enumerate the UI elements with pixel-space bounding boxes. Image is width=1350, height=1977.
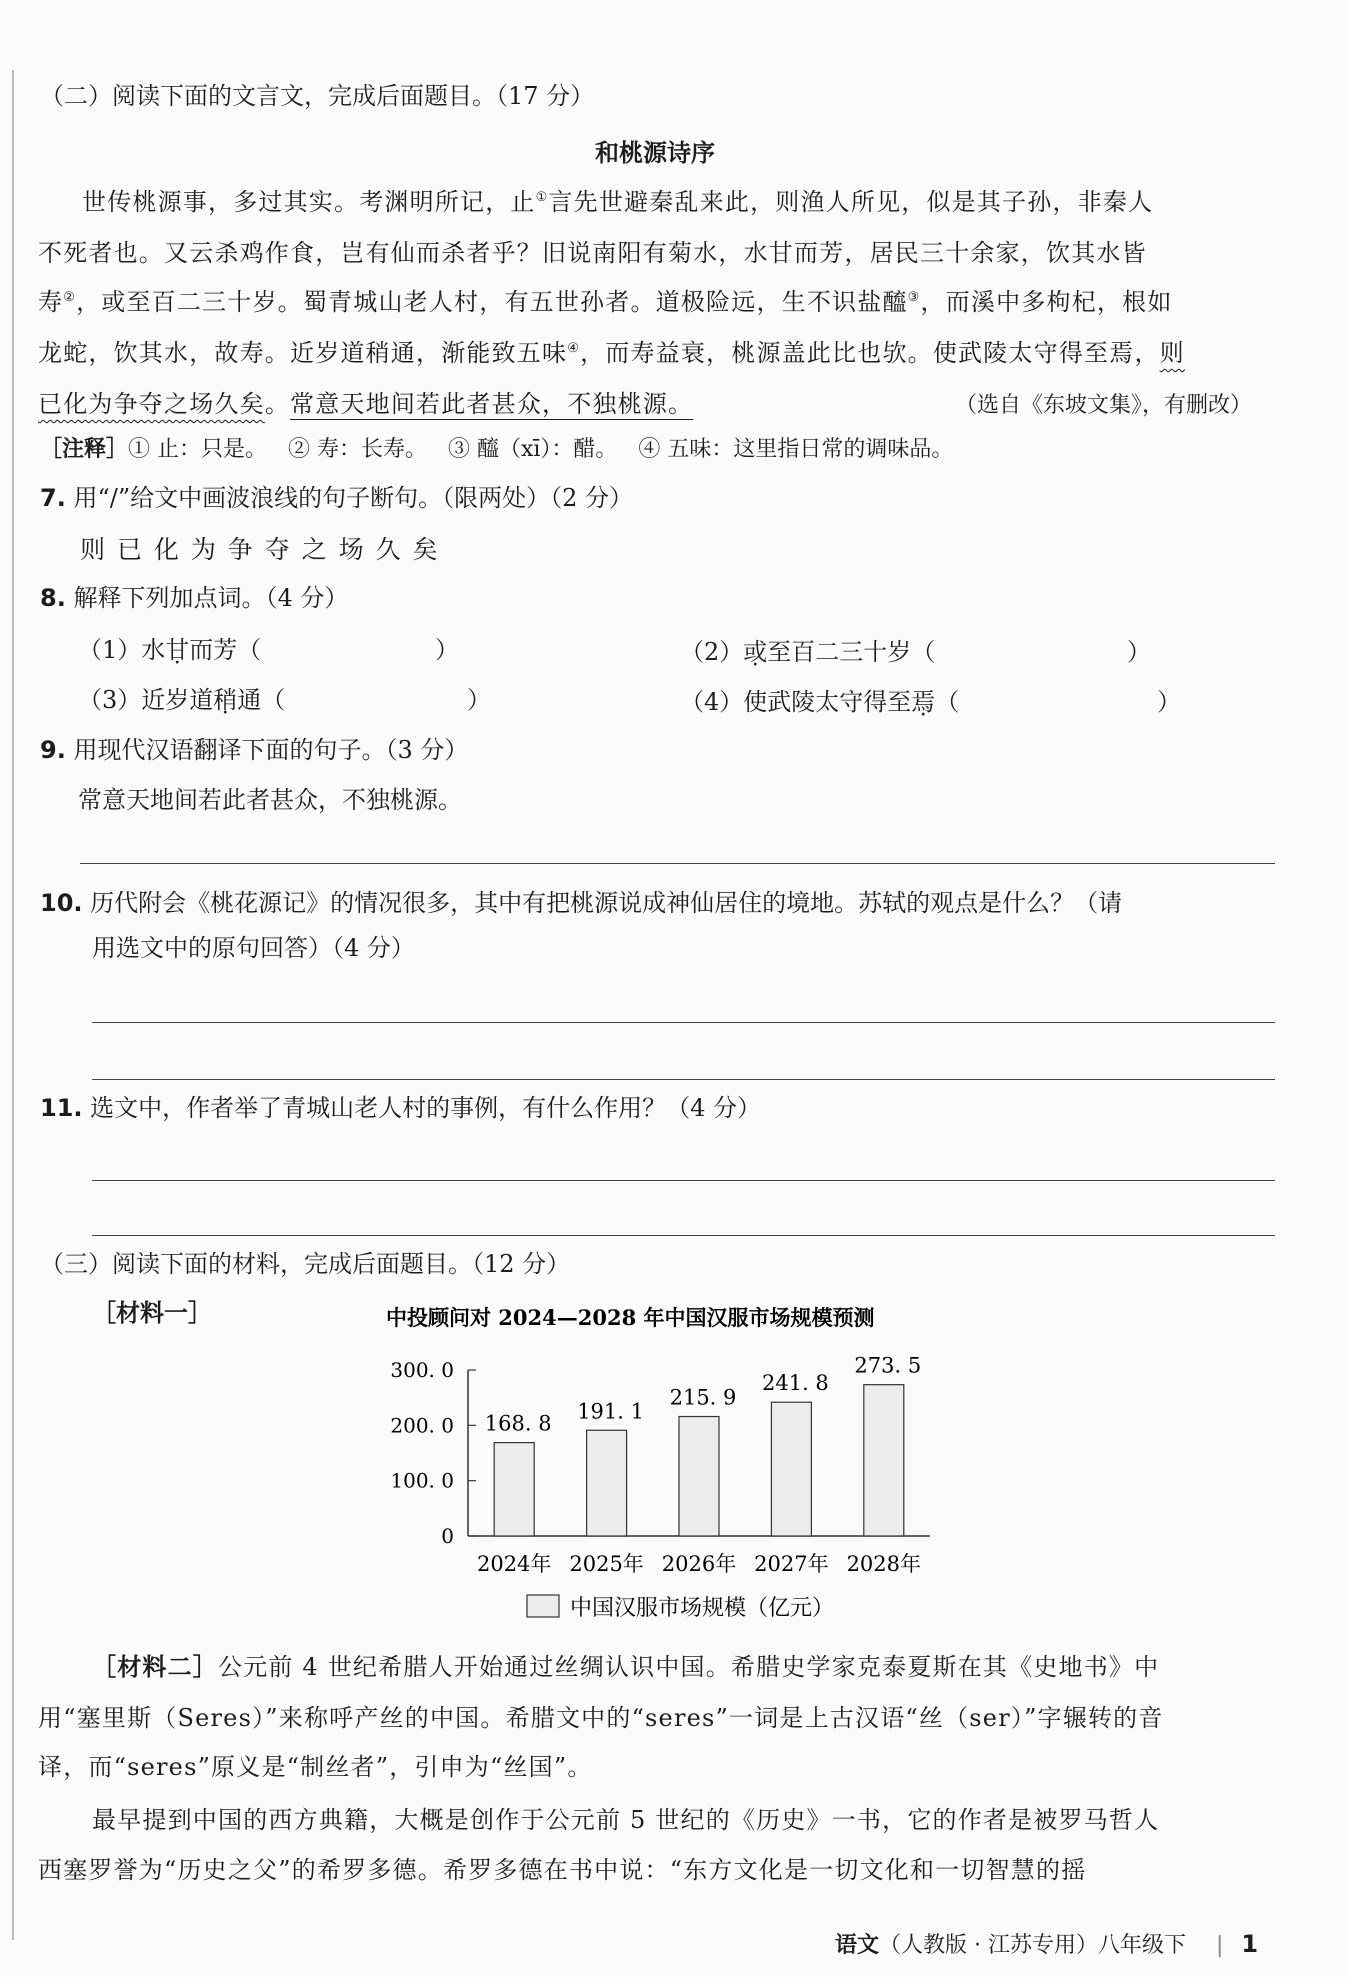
footer <box>835 1928 1258 1959</box>
q8-item-1: （1）水甘而芳（ <box>78 636 262 664</box>
underlined-sentence: 常意天地间若此者甚众，不独桃源。 <box>290 390 694 418</box>
page-number: 1 <box>1241 1930 1259 1958</box>
question-7-number: 7. <box>40 484 66 512</box>
answer-line-q10-2[interactable] <box>92 1079 1275 1080</box>
question-9: 9. 用现代汉语翻译下面的句子。（3 分） <box>40 736 469 764</box>
x-tick-label: 2028年 <box>846 1552 922 1576</box>
question-11: 11. 选文中，作者举了青城山老人村的事例，有什么作用？（4 分） <box>40 1094 762 1122</box>
footnote-ref-1: ① <box>535 190 549 205</box>
q8-item-3: （3）近岁道稍通（ <box>78 686 286 714</box>
q8-item-3-close: ） <box>467 686 491 714</box>
bar <box>679 1417 719 1536</box>
passage-line-4: 龙蛇，饮其水，故寿。近岁道稍通，渐能致五味④，而寿益衰，桃源盖此比也欤。使武陵太守得至焉，则 <box>38 339 1185 367</box>
bar <box>771 1402 811 1536</box>
notes <box>40 432 953 463</box>
bar-value-label: 168. 8 <box>484 1411 552 1436</box>
question-7: 7. 用“/”给文中画波浪线的句子断句。（限两处）（2 分） <box>40 484 633 512</box>
dotted-char: 焉 <box>911 688 936 716</box>
passage-line-3: 寿②，或至百二三十岁。蜀青城山老人村，有五世孙者。道极险远，生不识盐醯③，而溪中多枸杞，根如 <box>38 288 1173 316</box>
wavy-underline-sentence: 已化为争夺之场久矣 <box>38 390 265 418</box>
material-1-tag: ［材料一］ <box>92 1299 212 1327</box>
passage-line-2: 不死者也。又云杀鸡作食，岂有仙而杀者乎？旧说南阳有菊水，水甘而芳，居民三十余家，饮其水皆 <box>38 239 1147 267</box>
material-2-line-5: 西塞罗誉为“历史之父”的希罗多德。希罗多德在书中说：“东方文化是一切文化和一切智慧的摇 <box>38 1856 1087 1884</box>
dotted-char: 或 <box>743 638 768 666</box>
footnote-ref-3: ③ <box>907 290 921 305</box>
material-2-line-1: ［材料二］公元前 4 世纪希腊人开始通过丝绸认识中国。希腊史学家克泰夏斯在其《史地书》中 <box>92 1653 1160 1681</box>
answer-line-q9[interactable] <box>80 863 1275 864</box>
answer-line-q10-1[interactable] <box>92 1022 1275 1023</box>
passage-line-5: 已化为争夺之场久矣。常意天地间若此者甚众，不独桃源。 <box>38 390 694 418</box>
bar <box>864 1385 904 1536</box>
q8-item-2-close: ） <box>1127 638 1151 666</box>
bar-value-label: 273. 5 <box>854 1353 922 1378</box>
footnote-ref-2: ② <box>63 290 77 305</box>
y-tick-label: 200. 0 <box>390 1413 454 1438</box>
x-tick-label: 2026年 <box>661 1552 737 1576</box>
section3-heading: （三）阅读下面的材料，完成后面题目。（12 分） <box>40 1250 571 1278</box>
footer-edition: （人教版 · 江苏专用）八年级下 <box>879 1933 1186 1958</box>
bar <box>494 1443 534 1536</box>
question-8: 8. 解释下列加点词。（4 分） <box>40 584 349 612</box>
bar-chart <box>0 1295 1350 1655</box>
material-2-line-2: 用“塞里斯（Seres）”来称呼产丝的中国。希腊文中的“seres”一词是上古汉语“丝（ser）”字辗转的音 <box>38 1704 1164 1732</box>
x-tick-label: 2027年 <box>754 1552 829 1576</box>
q8-item-2: （2）或至百二三十岁（ <box>680 638 936 666</box>
dotted-char: 稍 <box>213 686 238 714</box>
question-9-sentence: 常意天地间若此者甚众，不独桃源。 <box>78 786 462 814</box>
bar-value-label: 241. 8 <box>762 1371 829 1396</box>
passage-source: （选自《东坡文集》，有删改） <box>955 393 1253 418</box>
question-10-line-2: 用选文中的原句回答）（4 分） <box>92 934 415 962</box>
question-10: 10. 历代附会《桃花源记》的情况很多，其中有把桃源说成神仙居住的境地。苏轼的观点是什么？（请 <box>40 889 1123 917</box>
material-2-line-3: 译，而“seres”原义是“制丝者”，引申为“丝国”。 <box>38 1753 593 1781</box>
notes-tag: ［注释］ <box>40 437 129 462</box>
question-10-number: 10. <box>40 889 83 917</box>
y-tick-label: 100. 0 <box>390 1468 454 1493</box>
material-2-line-4: 最早提到中国的西方典籍，大概是创作于公元前 5 世纪的《历史》一书，它的作者是被罗马哲人 <box>92 1806 1160 1834</box>
bar-value-label: 215. 9 <box>669 1385 737 1410</box>
answer-line-q11-2[interactable] <box>92 1235 1275 1236</box>
notes-text: ① 止：只是。 ② 寿：长寿。 ③ 醯（xī）：醋。 ④ 五味：这里指日常的调味品。 <box>128 437 954 462</box>
wavy-underline-start: 则 <box>1159 339 1185 367</box>
material-2-tag: ［材料二］ <box>92 1653 218 1681</box>
footnote-ref-4: ④ <box>567 341 581 356</box>
bar-value-label: 191. 1 <box>577 1399 644 1424</box>
section2-heading: （二）阅读下面的文言文，完成后面题目。（17 分） <box>40 82 595 110</box>
question-9-number: 9. <box>40 736 66 764</box>
question-11-number: 11. <box>40 1094 83 1122</box>
margin-rule <box>12 70 14 1940</box>
q8-item-4: （4）使武陵太守得至焉（ <box>680 688 960 716</box>
q8-item-4-close: ） <box>1157 688 1181 716</box>
x-tick-label: 2025年 <box>569 1552 644 1576</box>
y-tick-label: 0 <box>441 1524 454 1548</box>
chart-title: 中投顾问对 2024—2028 年中国汉服市场规模预测 <box>386 1305 875 1330</box>
dotted-char: 甘 <box>165 636 190 664</box>
question-7-sentence: 则 已 化 为 争 夺 之 场 久 矣 <box>80 535 440 564</box>
legend-swatch <box>527 1595 559 1617</box>
q8-item-1-close: ） <box>435 636 459 664</box>
passage-title: 和桃源诗序 <box>595 139 715 167</box>
y-tick-label: 300. 0 <box>390 1358 454 1382</box>
footer-subject: 语文 <box>835 1933 880 1958</box>
bar <box>587 1430 627 1536</box>
footer-separator: | <box>1216 1933 1224 1958</box>
x-tick-label: 2024年 <box>476 1552 552 1576</box>
legend-label: 中国汉服市场规模（亿元） <box>570 1596 835 1621</box>
answer-line-q11-1[interactable] <box>92 1180 1275 1181</box>
passage-line-1: 世传桃源事，多过其实。考渊明所记，止①言先世避秦乱来此，则渔人所见，似是其子孙，非秦人 <box>82 188 1154 216</box>
question-8-number: 8. <box>40 584 66 612</box>
